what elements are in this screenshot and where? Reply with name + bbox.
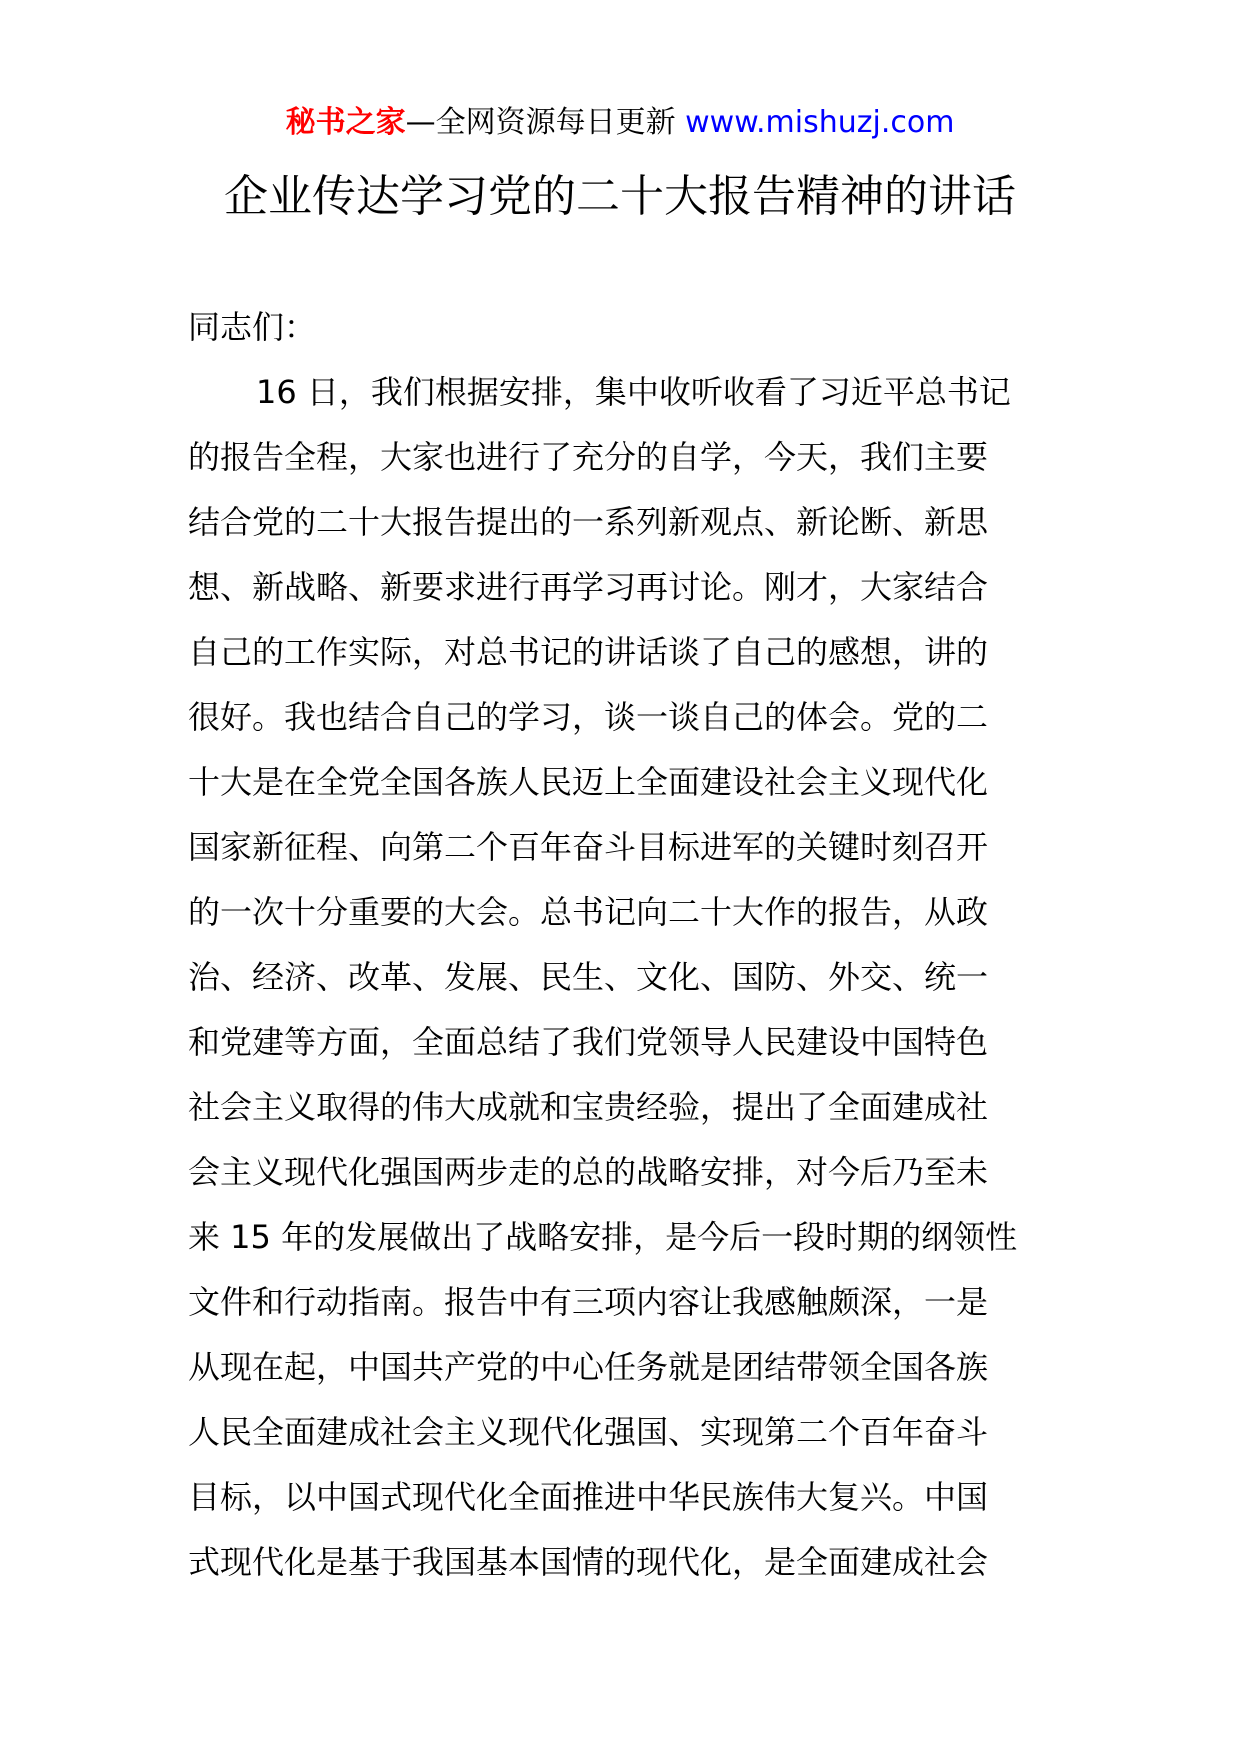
text-line: 来 15 年的发展做出了战略安排，是今后一段时期的纲领性	[188, 1218, 1018, 1256]
site-header	[0, 100, 1240, 146]
text-line: 治、经济、改革、发展、民生、文化、国防、外交、统一	[188, 958, 989, 996]
text-line: 的报告全程，大家也进行了充分的自学，今天，我们主要	[188, 438, 989, 476]
text-line: 社会主义取得的伟大成就和宝贵经验，提出了全面建成社	[188, 1088, 989, 1126]
text-line: 国家新征程、向第二个百年奋斗目标进军的关键时刻召开	[188, 828, 989, 866]
text-line: 16 日，我们根据安排，集中收听收看了习近平总书记	[256, 373, 1011, 411]
text-line: 结合党的二十大报告提出的一系列新观点、新论断、新思	[188, 503, 989, 541]
text-line: 人民全面建成社会主义现代化强国、实现第二个百年奋斗	[188, 1413, 989, 1451]
text-line: 和党建等方面，全面总结了我们党领导人民建设中国特色	[188, 1023, 989, 1061]
site-url-link[interactable]: www.mishuzj.com	[685, 105, 955, 140]
text-line: 的一次十分重要的大会。总书记向二十大作的报告，从政	[188, 893, 989, 931]
text-line: 文件和行动指南。报告中有三项内容让我感触颇深，一是	[188, 1283, 989, 1321]
text-line: 十大是在全党全国各族人民迈上全面建设社会主义现代化	[188, 763, 989, 801]
site-name: 秘书之家	[285, 105, 406, 140]
document-body	[188, 295, 1068, 1595]
text-line: 从现在起，中国共产党的中心任务就是团结带领全国各族	[188, 1348, 989, 1386]
text-line: 自己的工作实际，对总书记的讲话谈了自己的感想，讲的	[188, 633, 989, 671]
text-line: 式现代化是基于我国基本国情的现代化，是全面建成社会	[188, 1543, 989, 1581]
text-line: 想、新战略、新要求进行再学习再讨论。刚才，大家结合	[188, 568, 989, 606]
text-line: 目标，以中国式现代化全面推进中华民族伟大复兴。中国	[188, 1478, 989, 1516]
document-title: 企业传达学习党的二十大报告精神的讲话	[224, 171, 1016, 222]
text-line: 会主义现代化强国两步走的总的战略安排，对今后乃至未	[188, 1153, 989, 1191]
salutation: 同志们：	[188, 308, 317, 346]
site-slogan: —全网资源每日更新	[405, 105, 686, 140]
text-line: 很好。我也结合自己的学习，谈一谈自己的体会。党的二	[188, 698, 989, 736]
